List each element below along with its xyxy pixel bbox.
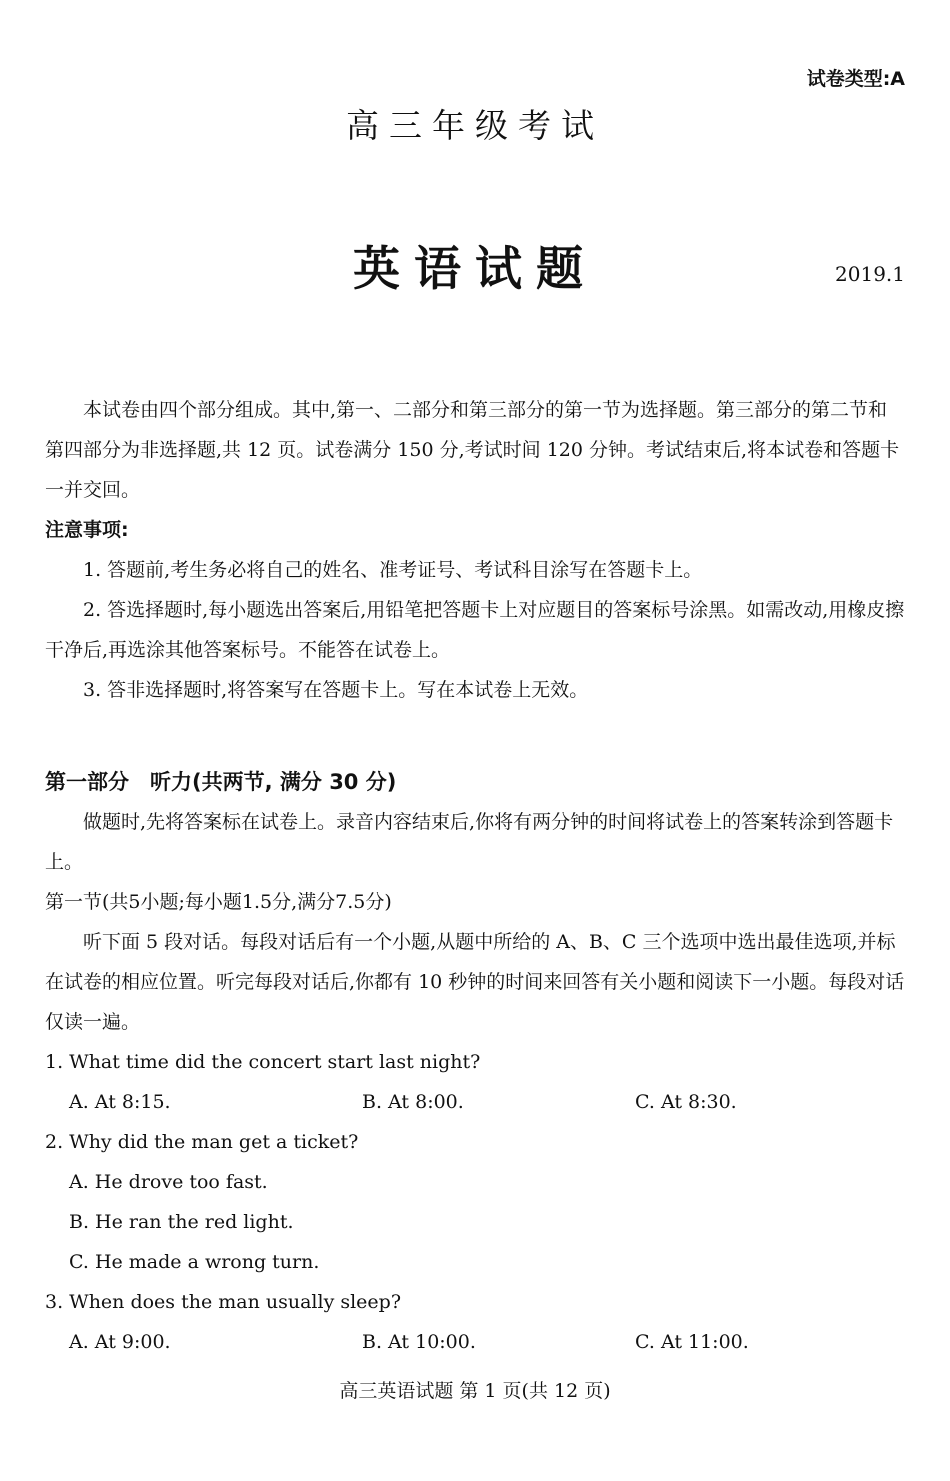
paper-type-label: 试卷类型:A [806, 68, 905, 90]
question-2: 2. Why did the man get a ticket? [45, 1131, 359, 1153]
notice-item: 2. 答选择题时,每小题选出答案后,用铅笔把答题卡上对应题目的答案标号涂黑。如需改动,用橡皮擦干净后,再选涂其他答案标号。不能答在试卷上。 [45, 599, 905, 661]
question-3-options [45, 1322, 905, 1362]
section1-instruction: 听下面 5 段对话。每段对话后有一个小题,从题中所给的 A、B、C 三个选项中选出最佳选项,并标在试卷的相应位置。听完每段对话后,你都有 10 秒钟的时间来回答有关小题和阅读下一小题。每段对话仅读一遍。 [45, 931, 905, 1033]
intro-paragraph: 本试卷由四个部分组成。其中,第一、二部分和第三部分的第一节为选择题。第三部分的第二节和第四部分为非选择题,共 12 页。试卷满分 150 分,考试时间 120 分钟。考试结束后,将本试卷和答题卡一并交回。 [45, 399, 900, 501]
notice-item: 1. 答题前,考生务必将自己的姓名、准考证号、考试科目涂写在答题卡上。 [83, 559, 703, 581]
option-b: B. At 10:00. [362, 1331, 476, 1353]
question-1-options [45, 1082, 905, 1122]
part1-instruction: 做题时,先将答案标在试卷上。录音内容结束后,你将有两分钟的时间将试卷上的答案转涂到答题卡上。 [45, 811, 894, 873]
option-c: C. At 8:30. [635, 1091, 737, 1113]
page-footer: 高三英语试题 第 1 页(共 12 页) [339, 1380, 611, 1402]
option-c: C. At 11:00. [635, 1331, 749, 1353]
question-1: 1. What time did the concert start last night? [45, 1051, 481, 1073]
option-a: A. At 9:00. [69, 1331, 171, 1353]
exam-name: 高三年级考试 [346, 106, 604, 145]
part1-heading: 第一部分 听力(共两节, 满分 30 分) [45, 770, 397, 794]
option-b: B. He ran the red light. [69, 1211, 294, 1233]
page-content [45, 390, 905, 1362]
option-a: A. At 8:15. [69, 1091, 171, 1113]
section1-heading: 第一节(共5小题;每小题1.5分,满分7.5分) [45, 891, 392, 913]
exam-date: 2019.1 [835, 262, 905, 286]
notice-item: 3. 答非选择题时,将答案写在答题卡上。写在本试卷上无效。 [83, 679, 589, 701]
option-b: B. At 8:00. [362, 1091, 464, 1113]
subject-title: 英语试题 [353, 242, 597, 297]
option-a: A. He drove too fast. [69, 1171, 268, 1193]
question-3: 3. When does the man usually sleep? [45, 1291, 402, 1313]
notice-title: 注意事项: [45, 519, 129, 541]
option-c: C. He made a wrong turn. [69, 1251, 320, 1273]
